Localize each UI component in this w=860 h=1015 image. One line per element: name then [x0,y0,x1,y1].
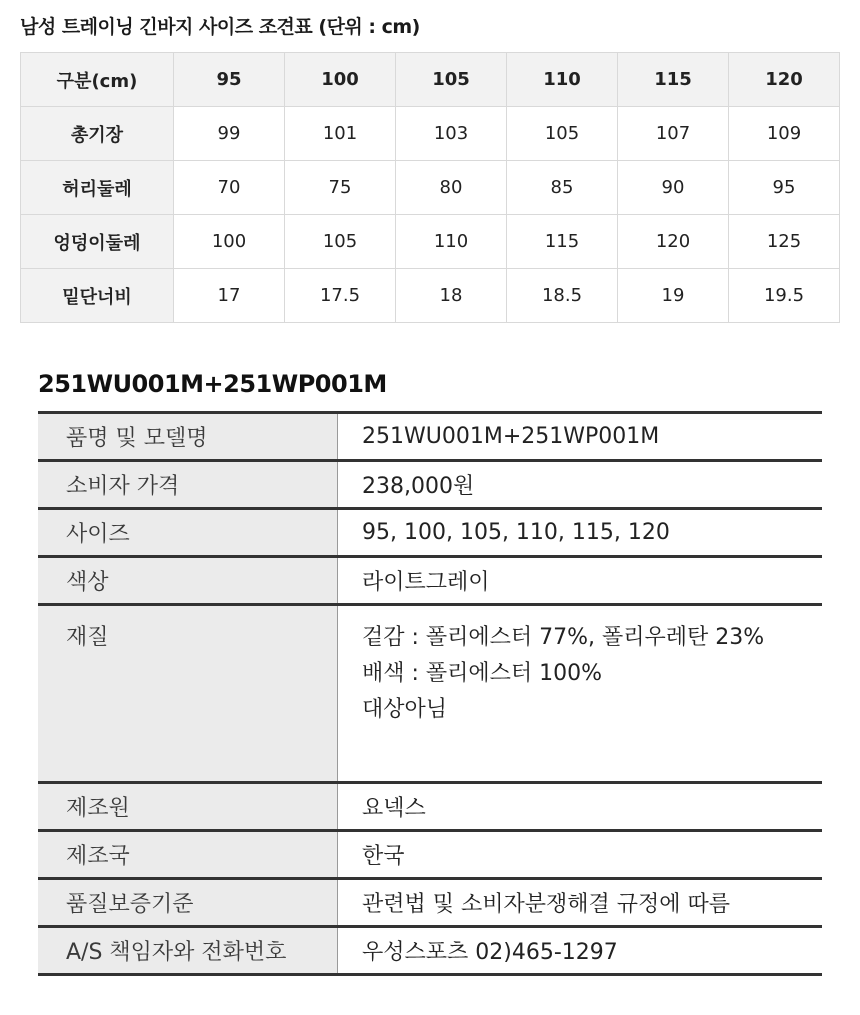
table-cell: 101 [285,107,396,161]
info-value: 251WU001M+251WP001M [362,424,660,449]
row-label-total-length: 총기장 [21,107,174,161]
table-cell: 19 [618,269,729,323]
info-label: 제조국 [38,832,338,877]
table-row [21,107,840,161]
info-value: 한국 [362,844,405,869]
table-cell: 120 [618,215,729,269]
table-cell: 105 [507,107,618,161]
table-cell: 17 [174,269,285,323]
size-chart-table [20,52,840,323]
table-cell: 110 [396,215,507,269]
table-cell: 115 [507,215,618,269]
size-header-cell: 100 [285,53,396,107]
table-cell: 100 [174,215,285,269]
table-cell: 105 [285,215,396,269]
table-row [21,269,840,323]
table-cell: 18.5 [507,269,618,323]
material-line: 대상아님 [362,697,448,722]
table-cell: 70 [174,161,285,215]
info-label: 색상 [38,558,338,603]
table-cell: 80 [396,161,507,215]
info-row-manufacturer [38,784,822,832]
info-row-sizes [38,510,822,558]
table-cell: 19.5 [729,269,840,323]
info-value: 관련법 및 소비자분쟁해결 규정에 따름 [362,892,731,917]
info-row-quality [38,880,822,928]
info-label: 소비자 가격 [38,462,338,507]
row-label-hem-width: 밑단너비 [21,269,174,323]
info-row-color [38,558,822,606]
size-header-cell: 105 [396,53,507,107]
info-row-model [38,414,822,462]
info-label: 재질 [38,606,338,781]
info-value: 238,000원 [362,474,475,499]
header-label-cell: 구분(cm) [21,53,174,107]
info-row-as-contact [38,928,822,976]
table-cell: 85 [507,161,618,215]
table-cell: 18 [396,269,507,323]
table-cell: 75 [285,161,396,215]
info-row-material [38,606,822,784]
info-value: 라이트그레이 [362,570,490,595]
material-line: 배색 : 폴리에스터 100% [362,661,603,686]
info-value-multiline [338,606,822,781]
material-line: 겉감 : 폴리에스터 77%, 폴리우레탄 23% [362,625,765,650]
info-row-country [38,832,822,880]
table-cell: 103 [396,107,507,161]
product-info-table [38,411,822,976]
size-chart-title: 남성 트레이닝 긴바지 사이즈 조견표 (단위 : cm) [20,16,420,38]
info-label: 사이즈 [38,510,338,555]
row-label-hip: 엉덩이둘레 [21,215,174,269]
size-header-cell: 120 [729,53,840,107]
table-cell: 17.5 [285,269,396,323]
table-cell: 95 [729,161,840,215]
size-header-row [21,53,840,107]
info-label: A/S 책임자와 전화번호 [38,928,338,973]
size-header-cell: 110 [507,53,618,107]
info-label: 품질보증기준 [38,880,338,925]
info-value: 95, 100, 105, 110, 115, 120 [362,520,670,545]
info-value: 우성스포츠 02)465-1297 [362,940,618,965]
table-cell: 109 [729,107,840,161]
info-row-price [38,462,822,510]
table-cell: 90 [618,161,729,215]
row-label-waist: 허리둘레 [21,161,174,215]
info-value: 요넥스 [362,796,426,821]
size-header-cell: 115 [618,53,729,107]
table-cell: 107 [618,107,729,161]
table-cell: 125 [729,215,840,269]
info-label: 품명 및 모델명 [38,414,338,459]
info-label: 제조원 [38,784,338,829]
table-row [21,161,840,215]
product-heading: 251WU001M+251WP001M [38,370,387,398]
table-cell: 99 [174,107,285,161]
size-header-cell: 95 [174,53,285,107]
table-row [21,215,840,269]
